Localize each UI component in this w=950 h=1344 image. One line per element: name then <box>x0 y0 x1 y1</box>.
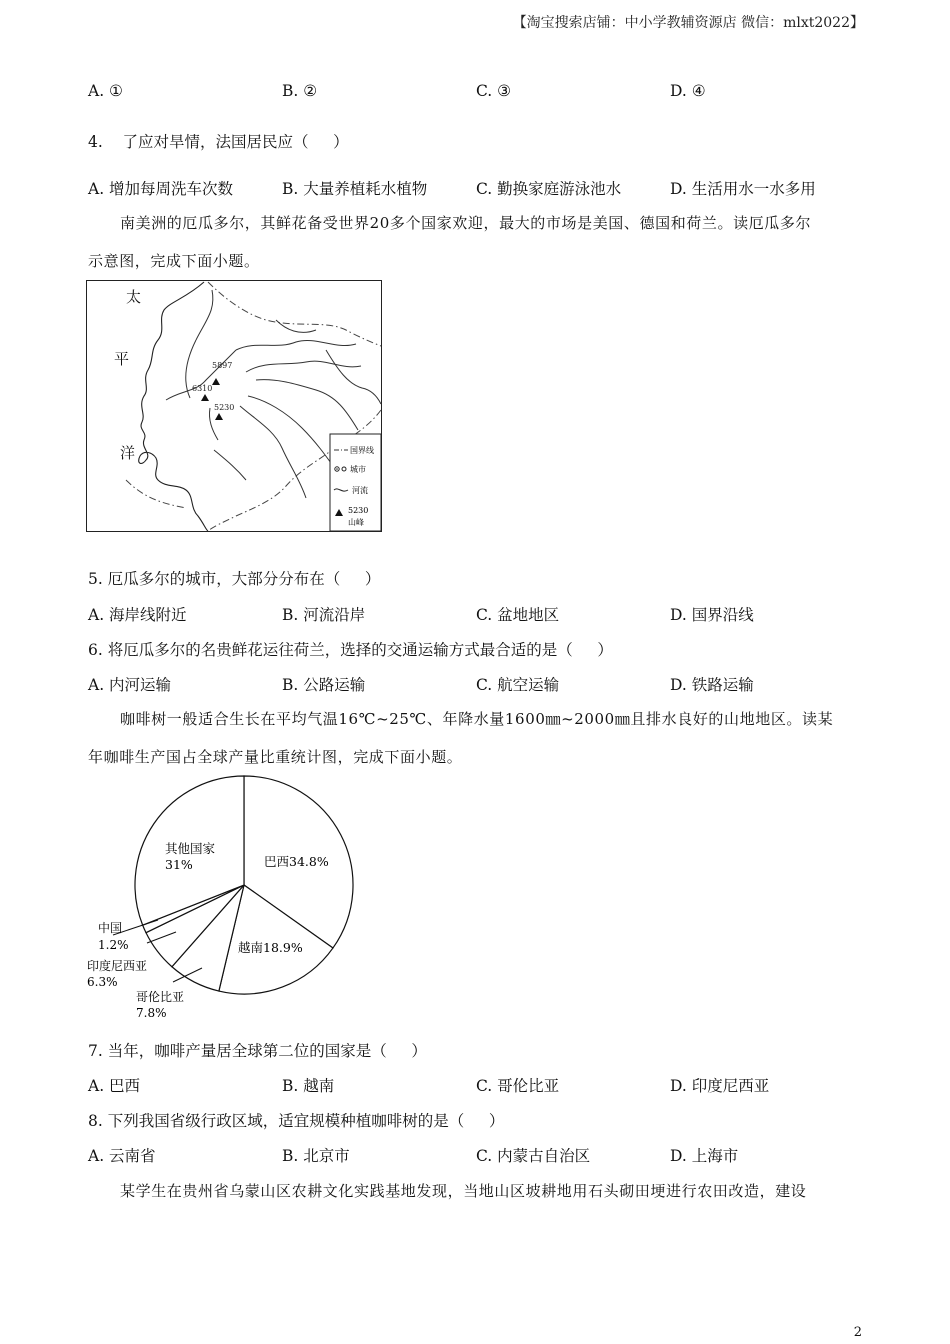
q8-option-b: B. 北京市 <box>282 1147 350 1165</box>
coffee-intro-line2: 年咖啡生产国占全球产量比重统计图，完成下面小题。 <box>88 748 463 766</box>
peak-label-5230: 5230 <box>214 403 235 412</box>
q8-stem: 8. 下列我国省级行政区域，适宜规模种植咖啡树的是（ ） <box>88 1112 505 1130</box>
slice-name-china: 中国 <box>98 921 123 935</box>
q7-option-c: C. 哥伦比亚 <box>476 1077 560 1095</box>
q7-option-d: D. 印度尼西亚 <box>670 1077 770 1095</box>
q3-option-c: C. ③ <box>476 82 512 100</box>
q3-option-b: B. ② <box>282 82 318 100</box>
slice-label-vietnam: 越南18.9% <box>238 940 303 955</box>
slice-name-colombia: 哥伦比亚 <box>136 990 185 1004</box>
ocean-char-2: 平 <box>114 350 130 368</box>
slice-label-china: 1.2% <box>98 938 129 952</box>
ocean-char-1: 太 <box>126 288 142 306</box>
q4-option-c: C. 勤换家庭游泳池水 <box>476 180 622 198</box>
q7-option-b: B. 越南 <box>282 1077 335 1095</box>
q3-option-a: A. ① <box>88 82 123 100</box>
slice-label-colombia: 7.8% <box>136 1006 167 1020</box>
legend-peak: 山峰 <box>348 518 364 527</box>
peak-label-6310: 6310 <box>192 384 213 393</box>
q7-stem: 7. 当年，咖啡产量居全球第二位的国家是（ ） <box>88 1042 427 1060</box>
slice-label-brazil: 巴西34.8% <box>264 854 329 869</box>
q6-option-c: C. 航空运输 <box>476 676 560 694</box>
q8-option-d: D. 上海市 <box>670 1147 739 1165</box>
guizhou-intro: 某学生在贵州省乌蒙山区农耕文化实践基地发现，当地山区坡耕地用石头砌田埂进行农田改造，建设 <box>120 1182 807 1200</box>
q5-option-a: A. 海岸线附近 <box>88 606 187 624</box>
map-legend <box>330 434 381 531</box>
q8-option-c: C. 内蒙古自治区 <box>476 1147 591 1165</box>
q4-stem: 4. 了应对旱情，法国居民应（ ） <box>88 133 349 151</box>
ecuador-map <box>86 280 382 532</box>
slice-name-others: 其他国家 <box>165 841 216 856</box>
coffee-pie-chart <box>80 770 380 1025</box>
page-header: 【淘宝搜索店铺：中小学教辅资源店 微信：mlxt2022】 <box>512 15 864 31</box>
q4-option-b: B. 大量养植耗水植物 <box>282 180 428 198</box>
q5-option-b: B. 河流沿岸 <box>282 606 366 624</box>
q6-stem: 6. 将厄瓜多尔的名贵鲜花运往荷兰，选择的交通运输方式最合适的是（ ） <box>88 641 613 659</box>
q5-stem: 5. 厄瓜多尔的城市，大部分分布在（ ） <box>88 570 381 588</box>
coffee-intro-line1: 咖啡树一般适合生长在平均气温16℃~25℃、年降水量1600㎜~2000㎜且排水良好的山地地区。读某 <box>120 710 834 728</box>
legend-border: 国界线 <box>350 446 374 455</box>
q6-option-a: A. 内河运输 <box>88 676 172 694</box>
legend-river: 河流 <box>352 486 368 495</box>
q5-option-c: C. 盆地地区 <box>476 606 560 624</box>
q5-option-d: D. 国界沿线 <box>670 606 754 624</box>
legend-city: 城市 <box>350 465 366 474</box>
legend-peak-value: 5230 <box>348 506 369 515</box>
q4-option-a: A. 增加每周洗车次数 <box>88 180 234 198</box>
peak-label-5897: 5897 <box>212 361 233 370</box>
q6-option-b: B. 公路运输 <box>282 676 366 694</box>
ocean-char-3: 洋 <box>120 444 136 462</box>
page-number: 2 <box>853 1325 862 1340</box>
ecuador-intro-line1: 南美洲的厄瓜多尔，其鲜花备受世界20多个国家欢迎，最大的市场是美国、德国和荷兰。读厄瓜多尔 <box>120 214 812 232</box>
slice-label-others: 31% <box>165 857 193 872</box>
q8-option-a: A. 云南省 <box>88 1147 156 1165</box>
slice-name-indonesia: 印度尼西亚 <box>87 959 148 973</box>
slice-label-indonesia: 6.3% <box>87 975 118 989</box>
q6-option-d: D. 铁路运输 <box>670 676 754 694</box>
ecuador-intro-line2: 示意图，完成下面小题。 <box>88 252 260 270</box>
q7-option-a: A. 巴西 <box>88 1077 141 1095</box>
q4-option-d: D. 生活用水一水多用 <box>670 180 816 198</box>
q3-option-d: D. ④ <box>670 82 706 100</box>
